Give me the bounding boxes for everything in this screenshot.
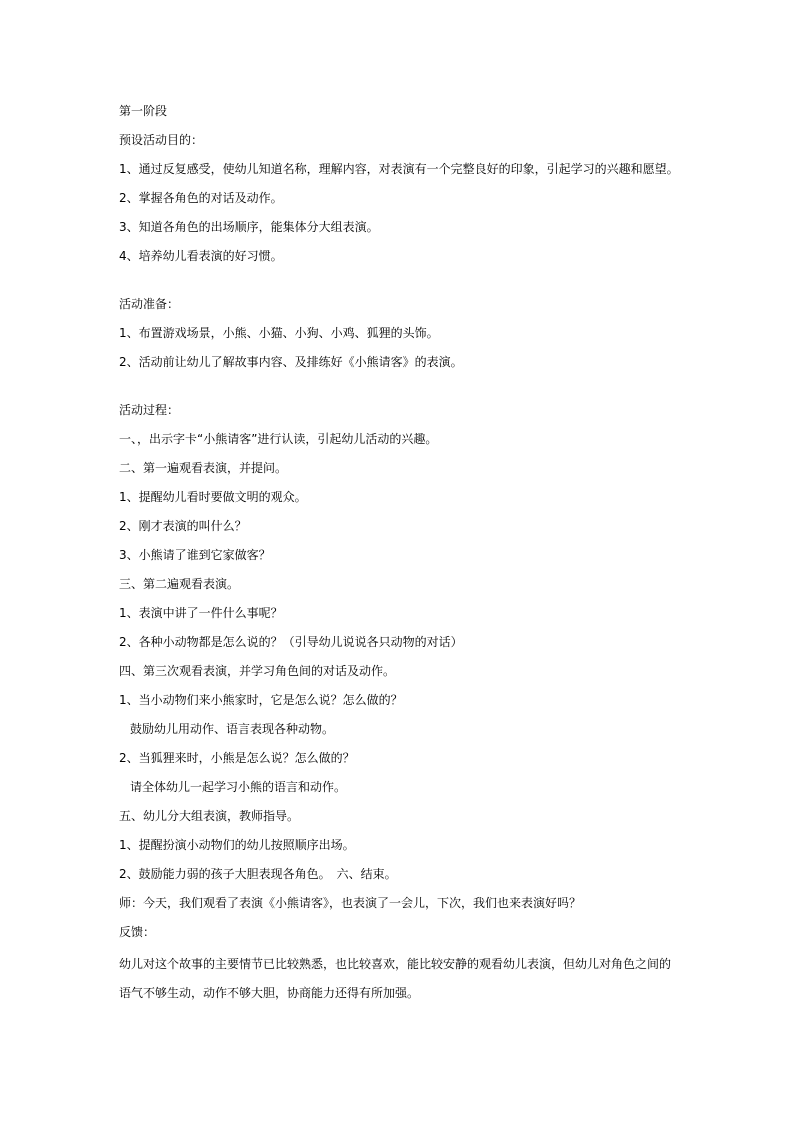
goal-item: 1、通过反复感受，使幼儿知道名称，理解内容，对表演有一个完整良好的印象，引起学习的兴趣和愿望。	[119, 162, 679, 176]
goal-item: 4、培养幼儿看表演的好习惯。	[119, 249, 283, 263]
process-line: 一、，出示字卡“小熊请客”进行认读，引起幼儿活动的兴趣。	[119, 432, 438, 446]
process-line: 2、刚才表演的叫什么？	[119, 519, 247, 533]
preparation-item: 2、活动前让幼儿了解故事内容、及排练好《小熊请客》的表演。	[119, 355, 463, 369]
preparation-heading: 活动准备：	[119, 297, 180, 311]
process-line: 三、第二遍观看表演。	[119, 577, 240, 591]
process-line: 2、鼓励能力弱的孩子大胆表现各角色。 六、结束。	[119, 867, 397, 881]
process-line: 3、小熊请了谁到它家做客？	[119, 548, 271, 562]
process-line: 鼓励幼儿用动作、语言表现各种动物。	[130, 722, 335, 736]
process-line: 1、提醒扮演小动物们的幼儿按照顺序出场。	[119, 838, 355, 852]
preparation-item: 1、布置游戏场景，小熊、小猫、小狗、小鸡、狐狸的头饰。	[119, 326, 439, 340]
process-line: 五、幼儿分大组表演，教师指导。	[119, 809, 300, 823]
process-line: 2、各种小动物都是怎么说的？（引导幼儿说说各只动物的对话）	[119, 635, 463, 649]
process-line: 四、第三次观看表演，并学习角色间的对话及动作。	[119, 664, 396, 678]
process-line: 1、当小动物们来小熊家时，它是怎么说？怎么做的？	[119, 693, 403, 707]
goals-heading: 预设活动目的：	[119, 133, 204, 147]
feedback-heading: 反馈：	[119, 925, 156, 939]
process-line: 二、第一遍观看表演，并提问。	[119, 461, 288, 475]
feedback-line: 语气不够生动，动作不够大胆，协商能力还得有所加强。	[119, 986, 420, 1000]
process-line: 1、表演中讲了一件什么事呢？	[119, 606, 283, 620]
goal-item: 2、掌握各角色的对话及动作。	[119, 191, 283, 205]
feedback-line: 幼儿对这个故事的主要情节已比较熟悉，也比较喜欢，能比较安静的观看幼儿表演，但幼儿对角色之间的	[119, 957, 672, 971]
process-line: 师：今天，我们观看了表演《小熊请客》，也表演了一会儿，下次，我们也来表演好吗？	[119, 896, 582, 910]
goal-item: 3、知道各角色的出场顺序，能集体分大组表演。	[119, 220, 379, 234]
process-line: 1、提醒幼儿看时要做文明的观众。	[119, 490, 307, 504]
process-heading: 活动过程：	[119, 403, 180, 417]
stage-title: 第一阶段	[119, 104, 168, 118]
process-line: 请全体幼儿一起学习小熊的语言和动作。	[130, 780, 347, 794]
process-line: 2、当狐狸来时，小熊是怎么说？怎么做的？	[119, 751, 355, 765]
